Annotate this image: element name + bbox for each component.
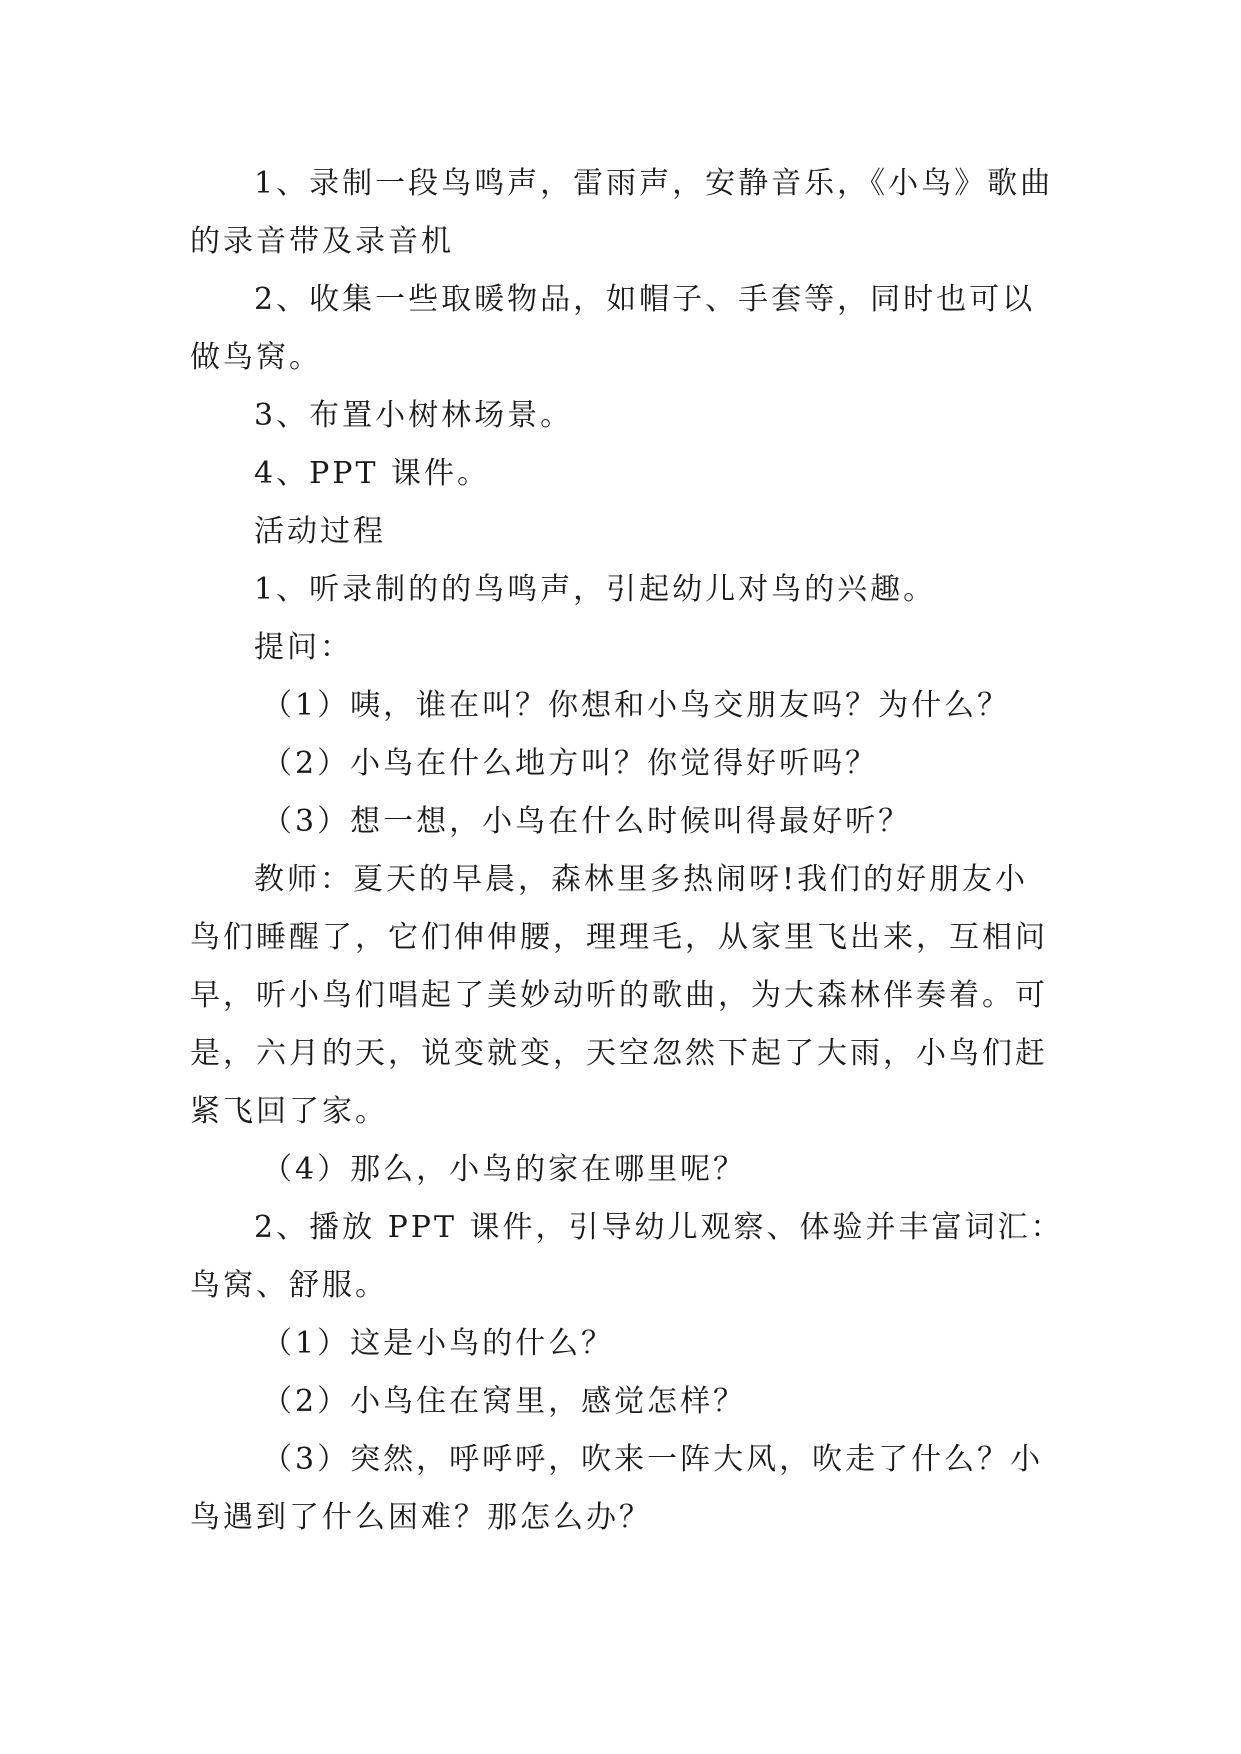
- text-line: 1、录制一段鸟鸣声，雷雨声，安静音乐，《小鸟》歌曲: [254, 166, 1054, 201]
- text-line: 2、播放 PPT 课件，引导幼儿观察、体验并丰富词汇：: [254, 1210, 1064, 1245]
- text-line: 3、布置小树林场景。: [254, 398, 574, 433]
- question-line: （3）突然，呼呼呼，吹来一阵大风，吹走了什么？小: [262, 1442, 1044, 1477]
- text-line: 教师：夏天的早晨，森林里多热闹呀!我们的好朋友小: [254, 862, 1029, 897]
- question-line: （3）想一想，小鸟在什么时候叫得最好听？: [262, 804, 912, 839]
- question-line: （1）这是小鸟的什么？: [262, 1326, 615, 1361]
- text-line: 2、收集一些取暖物品，如帽子、手套等，同时也可以: [254, 282, 1036, 317]
- text-line: 是，六月的天，说变就变，天空忽然下起了大雨，小鸟们赶: [190, 1036, 1048, 1071]
- text-line: 鸟窝、舒服。: [190, 1268, 388, 1303]
- text-line: 鸟们睡醒了，它们伸伸腰，理理毛，从家里飞出来，互相问: [190, 920, 1048, 955]
- question-line: （2）小鸟住在窝里，感觉怎样？: [262, 1384, 747, 1419]
- question-line: （4）那么，小鸟的家在哪里呢？: [262, 1152, 747, 1187]
- text-line: 做鸟窝。: [190, 340, 322, 375]
- text-line: 4、PPT 课件。: [254, 456, 491, 491]
- text-line: 提问：: [254, 630, 353, 665]
- text-line: 鸟遇到了什么困难？那怎么办？: [190, 1500, 652, 1535]
- document-page: [190, 155, 1064, 1547]
- question-line: （1）咦，谁在叫？你想和小鸟交朋友吗？为什么？: [262, 688, 1011, 723]
- text-line: 早，听小鸟们唱起了美妙动听的歌曲，为大森林伴奏着。可: [190, 978, 1048, 1013]
- question-line: （2）小鸟在什么地方叫？你觉得好听吗？: [262, 746, 879, 781]
- text-line: 1、听录制的的鸟鸣声，引起幼儿对鸟的兴趣。: [254, 572, 937, 607]
- text-line: 的录音带及录音机: [190, 224, 454, 259]
- section-heading: 活动过程: [254, 514, 386, 549]
- text-line: 紧飞回了家。: [190, 1094, 388, 1129]
